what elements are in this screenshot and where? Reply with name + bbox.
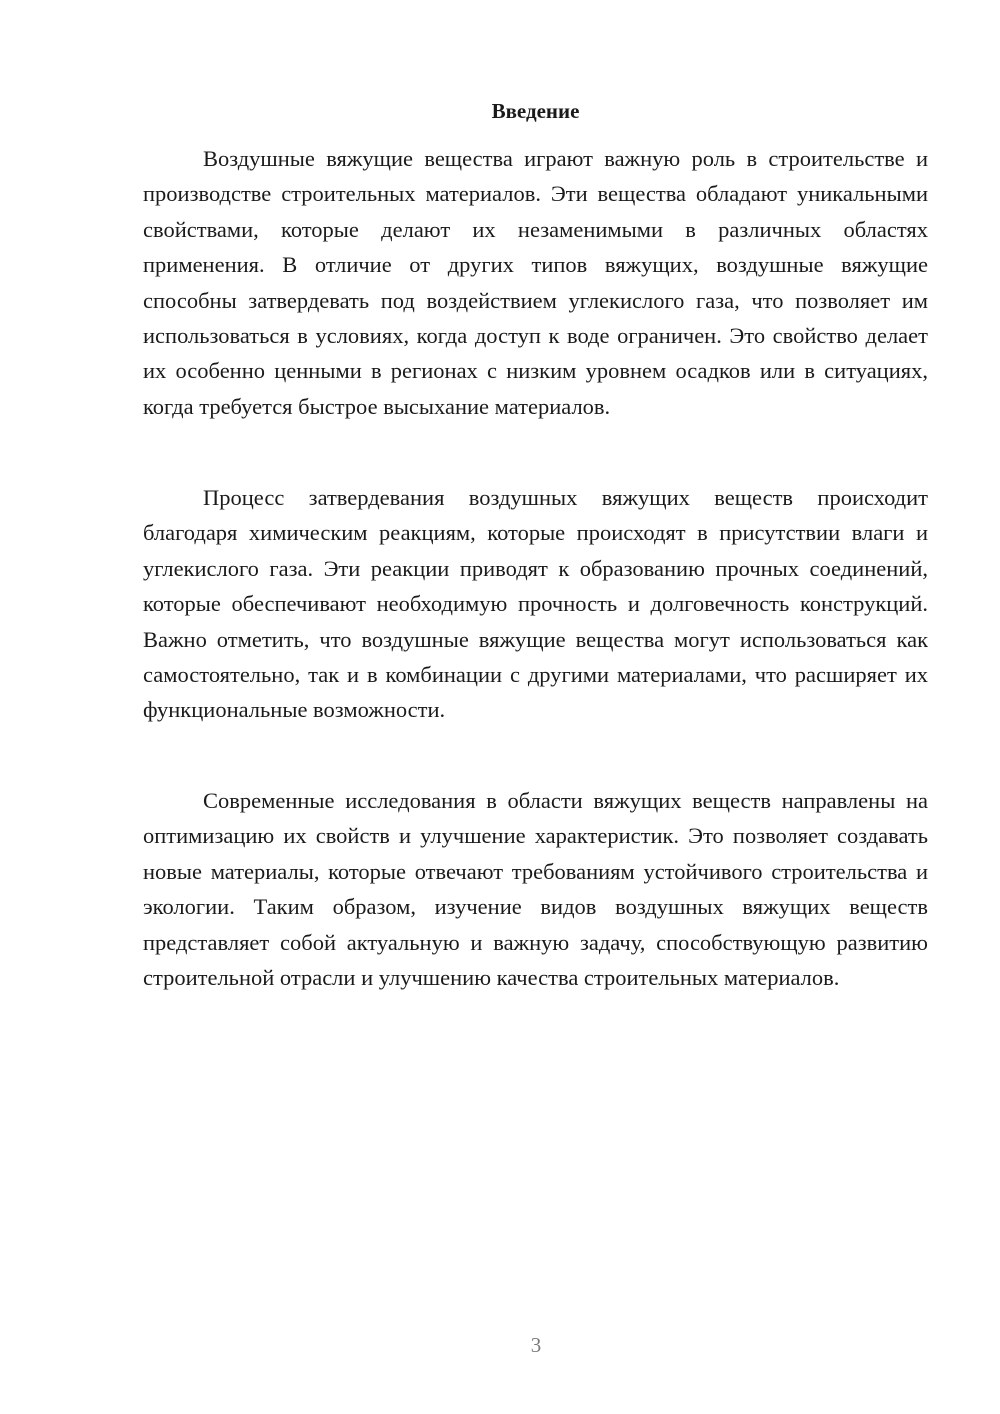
paragraph-2: Процесс затвердевания воздушных вяжущих веществ происходит благодаря химическим реакциям, которые происходят в присутствии влаги и углекислого газа. Эти реакции приводят к образованию прочных соединений, которые обеспечивают необходимую прочность и долговечность конструкций. Важно отметить, что воздушные вяжущие вещества могут использоваться как самостоятельно, так и в комбинации с другими материалами, что расширяет их функциональные возможности.	[143, 485, 928, 723]
paragraph-3: Современные исследования в области вяжущих веществ направлены на оптимизацию их свойств и улучшение характеристик. Это позволяет создавать новые материалы, которые отвечают требованиям устойчивого строительства и экологии. Таким образом, изучение видов воздушных вяжущих веществ представляет собой актуальную и важную задачу, способствующую развитию строительной отрасли и улучшению качества строительных материалов.	[143, 788, 928, 991]
section-title: Введение	[491, 99, 580, 123]
page-number: 3	[530, 1333, 542, 1357]
paragraph-1: Воздушные вяжущие вещества играют важную роль в строительстве и производстве строительных материалов. Эти вещества обладают уникальными свойствами, которые делают их незаменимыми в различных областях применения. В отличие от других типов вяжущих, воздушные вяжущие способны затвердевать под воздействием углекислого газа, что позволяет им использоваться в условиях, когда доступ к воде ограничен. Это свойство делает их особенно ценными в регионах с низким уровнем осадков или в ситуациях, когда требуется быстрое высыхание материалов.	[143, 146, 928, 419]
